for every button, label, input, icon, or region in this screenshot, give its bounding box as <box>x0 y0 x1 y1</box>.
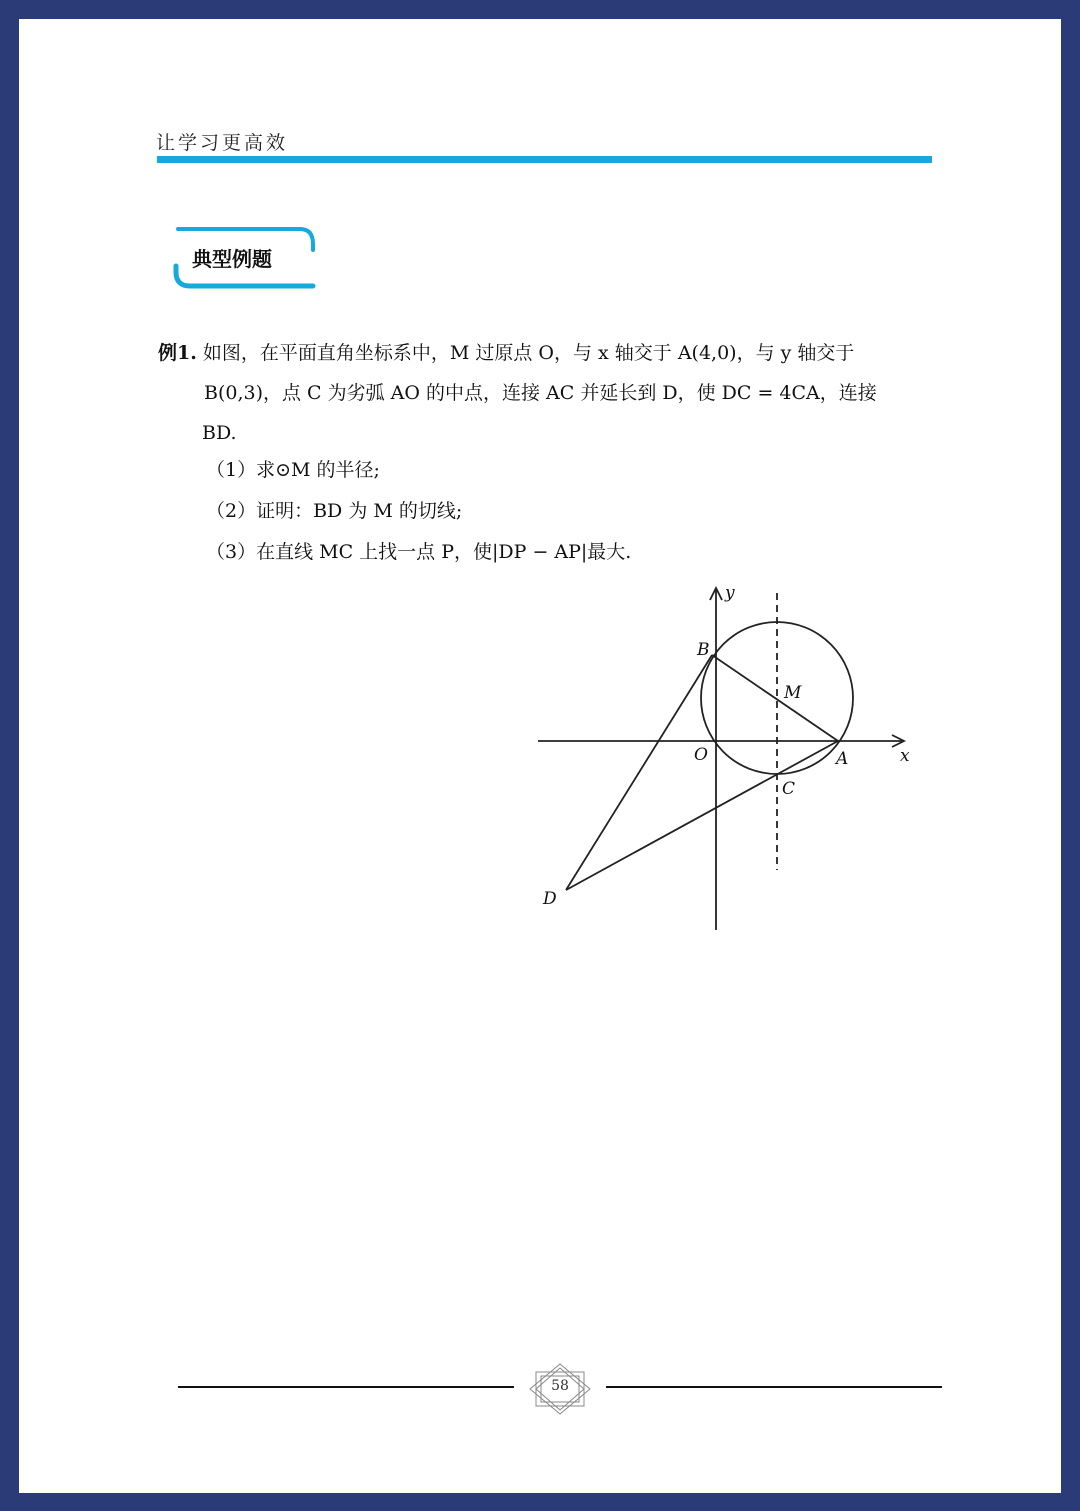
label-y: y <box>725 583 735 603</box>
segment-bd <box>566 655 712 890</box>
footer-rule-left <box>178 1386 514 1388</box>
example-line-2: B(0,3)，点 C 为劣弧 AO 的中点，连接 AC 并延长到 D，使 DC = 4CA，连接 <box>204 382 877 404</box>
label-o: O <box>694 745 708 765</box>
header-rule <box>157 156 932 163</box>
label-d: D <box>543 889 557 909</box>
geometry-diagram <box>532 578 928 938</box>
question-3: （3）在直线 MC 上找一点 P，使|DP − AP|最大. <box>206 541 632 563</box>
page-number-badge <box>528 1362 592 1416</box>
page-number: 58 <box>551 1378 569 1394</box>
question-2: （2）证明：BD 为 M 的切线; <box>206 500 463 522</box>
geometry-figure <box>532 578 928 938</box>
section-title: 典型例题 <box>192 247 272 271</box>
label-b: B <box>697 640 710 660</box>
header-slogan: 让学习更高效 <box>156 132 289 154</box>
label-x: x <box>900 746 910 766</box>
section-tab <box>172 226 317 290</box>
label-a: A <box>836 749 849 769</box>
example-line-1 <box>158 333 854 373</box>
example-text-1: 如图，在平面直角坐标系中，M 过原点 O，与 x 轴交于 A(4,0)，与 y 轴交于 <box>202 342 855 364</box>
label-c: C <box>782 779 796 799</box>
segment-ba <box>712 655 838 741</box>
footer-rule-right <box>606 1386 942 1388</box>
label-m: M <box>784 683 802 703</box>
example-line-3: BD. <box>202 422 237 444</box>
question-1: （1）求⊙M 的半径; <box>206 459 380 481</box>
example-label: 例1. <box>158 342 197 364</box>
